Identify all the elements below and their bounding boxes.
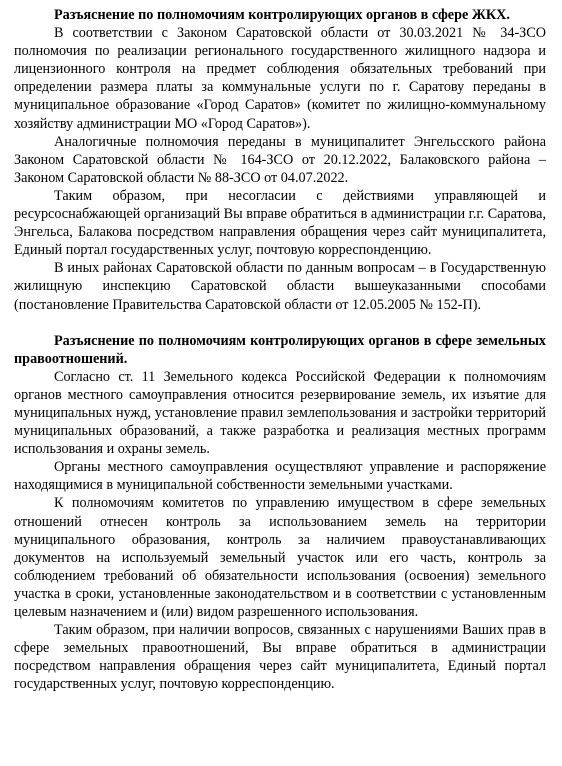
section-land — [14, 332, 546, 694]
section-heading: Разъяснение по полномочиям контролирующих органов в сфере ЖКХ. — [54, 7, 510, 23]
document-page — [14, 6, 546, 693]
paragraph: Аналогичные полномочия переданы в муниципалитет Энгельсского района Законом Саратовской области № 164-ЗСО от 20.12.2022, Балаковского района – Законом Саратовской области № 88-ЗСО от 04.07.2022. — [14, 133, 546, 186]
paragraph: Таким образом, при несогласии с действиями управляющей и ресурсоснабжающей организаций Вы вправе обратиться в администрации г.г. Саратова, Энгельса, Балакова посредством направления обращения через сайт муниципалитета, Единый портал государственных услуг, почтовую корреспонденцию. — [14, 187, 546, 259]
paragraph: Органы местного самоуправления осуществляют управление и распоряжение находящимися в муниципальной собственности земельными участками. — [14, 459, 546, 494]
section-housing — [14, 6, 546, 314]
paragraph: К полномочиям комитетов по управлению имуществом в сфере земельных отношений отнесен контроль за использованием земель на территории муниципального образования, контроль за наличием правоустанавливающих документов на используемый земельный участок или его часть, контроль за соблюдением требований об обязательности использования (освоения) земельного участка в сроки, установленные законодательством и в соответствии с установленным целевым назначением и (или) видом разрешенного использования. — [14, 495, 546, 620]
paragraph: Таким образом, при наличии вопросов, связанных с нарушениями Ваших прав в сфере земельных правоотношений, Вы вправе обратиться в администрации посредством направления обращения через сайт муниципалитета, Единый портал государственных услуг, почтовую корреспонденцию. — [14, 622, 546, 693]
section-heading: Разъяснение по полномочиям контролирующих органов в сфере земельных правоотношений. — [14, 332, 546, 367]
paragraph: В соответствии с Законом Саратовской области от 30.03.2021 № 34-ЗСО полномочия по реализации регионального государственного жилищного надзора и лицензионного контроля на предмет соблюдения обязательных требований при определении размера платы за коммунальные услуги по г. Саратову переданы в муниципальное образование «Город Саратов» (комитет по жилищно-коммунальному хозяйству администрации МО «Город Саратов»). — [14, 25, 546, 132]
paragraph: Согласно ст. 11 Земельного кодекса Российской Федерации к полномочиям органов местного самоуправления относится резервирование земель, их изъятие для муниципальных нужд, установление правил землепользования и застройки территорий муниципальных образований, а также разработка и реализация местных программ использования и охраны земель. — [14, 368, 546, 458]
paragraph: В иных районах Саратовской области по данным вопросам – в Государственную жилищную инспекцию Саратовской области вышеуказанными способами (постановление Правительства Саратовской области от 12.05.2005 № 152-П). — [14, 260, 546, 313]
